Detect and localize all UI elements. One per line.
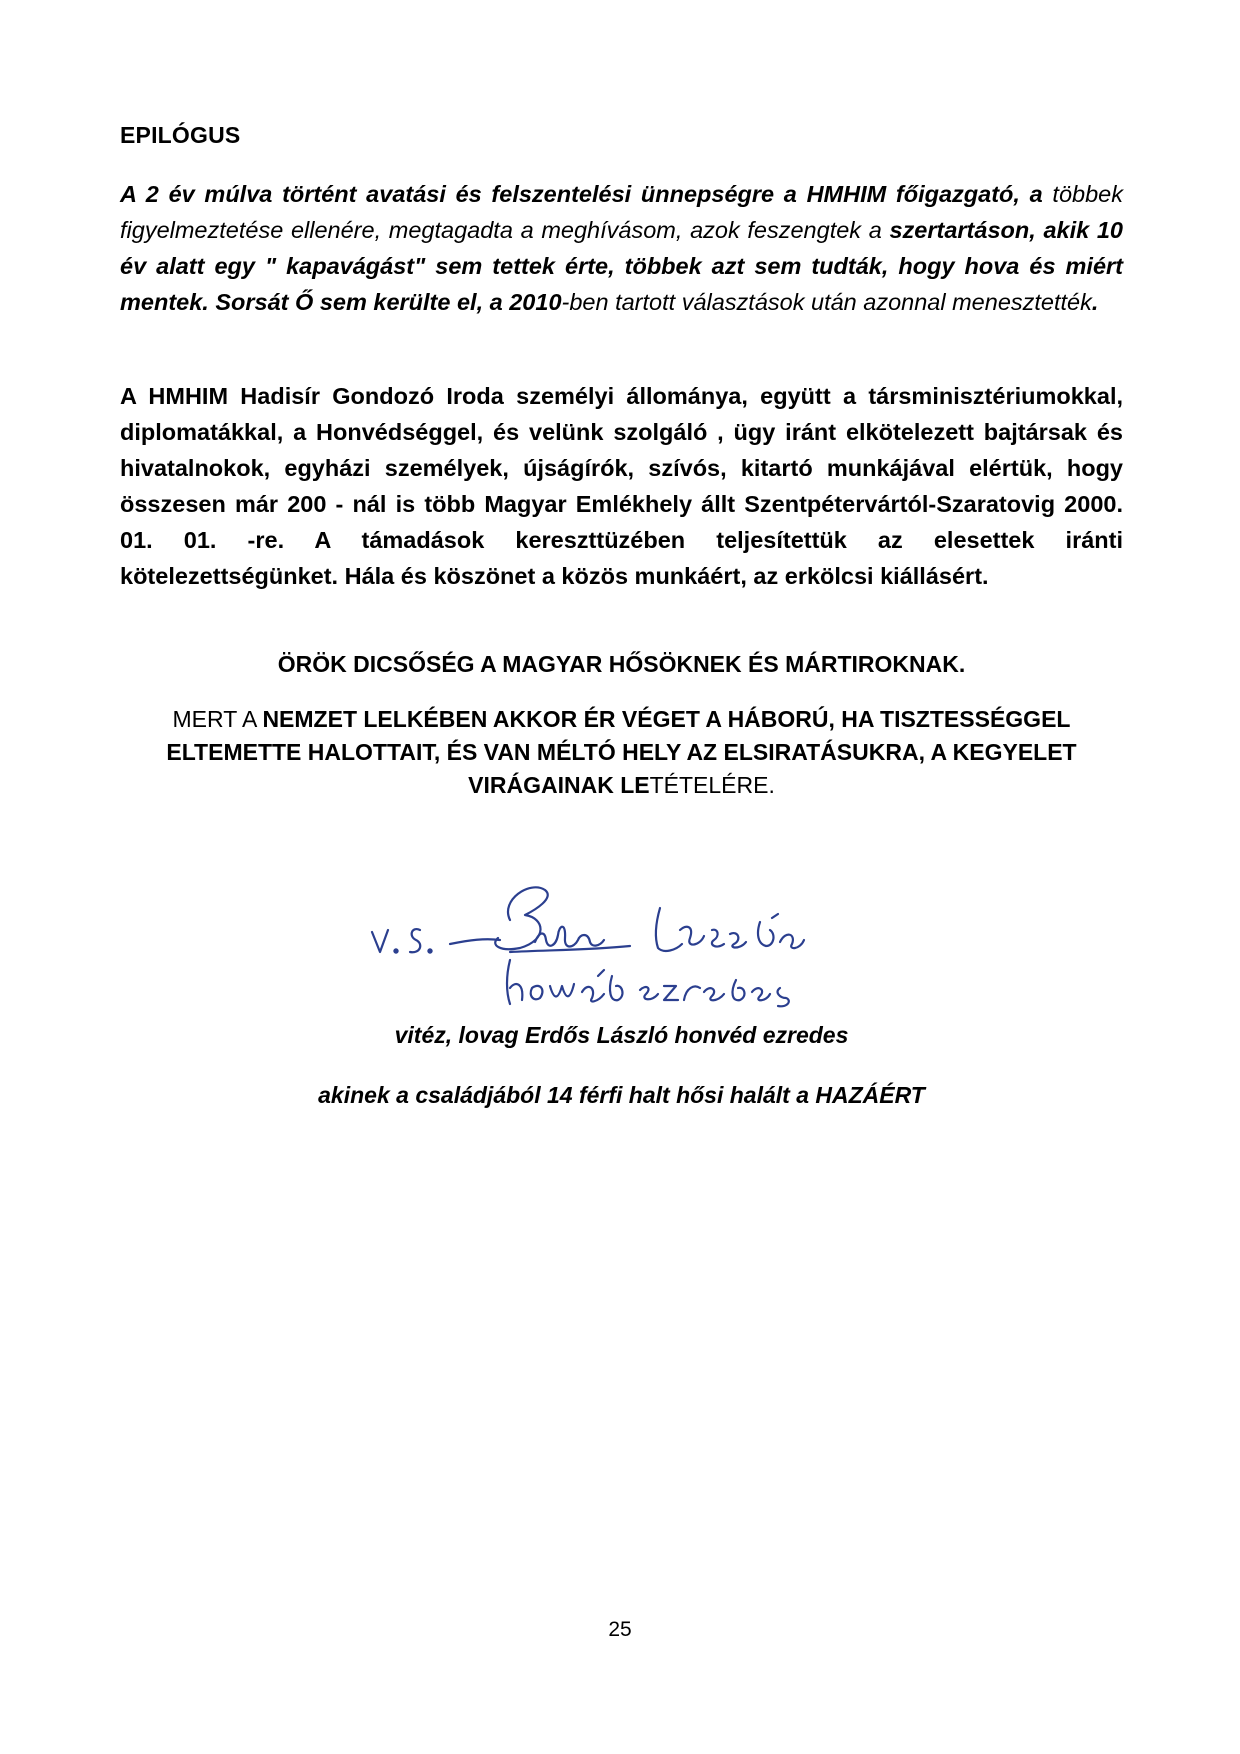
epilogue-paragraph-1 xyxy=(120,176,1123,320)
handwritten-signature xyxy=(360,880,880,1030)
paragraph-1-segment-4: -ben tartott választások után azonnal menesztették xyxy=(561,289,1092,315)
glory-statement: ÖRÖK DICSŐSÉG A MAGYAR HŐSÖKNEK ÉS MÁRTIROKNAK. xyxy=(277,651,966,677)
paragraph-1-segment-2: többek figyelmeztetése ellenére, megtagadta a meghívásom, azok feszengtek a xyxy=(120,181,1123,243)
paragraph-1-segment-1: A 2 év múlva történt avatási és felszentelési ünnepségre a HMHIM főigazgató, a xyxy=(120,181,1043,207)
motto-statement xyxy=(120,703,1123,802)
page-number: 25 xyxy=(608,1618,632,1641)
paragraph-1-segment-3: szertartáson, akik 10 év alatt egy " kapavágást" sem tettek érte, többek azt sem tudták, hogy hova és miért mentek. Sorsát Ő sem kerülte el, a 2010 xyxy=(120,217,1124,315)
signatory-name: vitéz, lovag Erdős László honvéd ezredes xyxy=(394,1022,849,1048)
signatory-family-note: akinek a családjából 14 férfi halt hősi halált a HAZÁÉRT xyxy=(318,1082,925,1108)
motto-lead: MERT A xyxy=(172,706,263,732)
paragraph-1-segment-5: . xyxy=(1091,289,1099,315)
motto-tail: TÉTELÉRE. xyxy=(649,772,775,798)
section-heading: EPILÓGUS xyxy=(120,122,241,148)
epilogue-paragraph-2: A HMHIM Hadisír Gondozó Iroda személyi állománya, együtt a társminisztériumokkal, diplomatákkal, a Honvédséggel, és velünk szolgáló , ügy iránt elkötelezett bajtársak és hivatalnokok, egyházi személyek, újságírók, szívós, kitartó munkájával elértük, hogy összesen már 200 - nál is több Magyar Emlékhely állt Szentpétervártól-Szaratovig 2000. 01. 01. -re. A támadások kereszttüzében teljesítettük az elesettek iránti kötelezettségünket. Hála és köszönet a közös munkáért, az erkölcsi kiállásért. xyxy=(120,383,1123,589)
motto-bold: NEMZET LELKÉBEN AKKOR ÉR VÉGET A HÁBORÚ, HA TISZTESSÉGGEL ELTEMETTE HALOTTAIT, ÉS VAN MÉLTÓ HELY AZ ELSIRATÁSUKRA, A KEGYELET VIRÁGAINAK LE xyxy=(166,706,1077,798)
